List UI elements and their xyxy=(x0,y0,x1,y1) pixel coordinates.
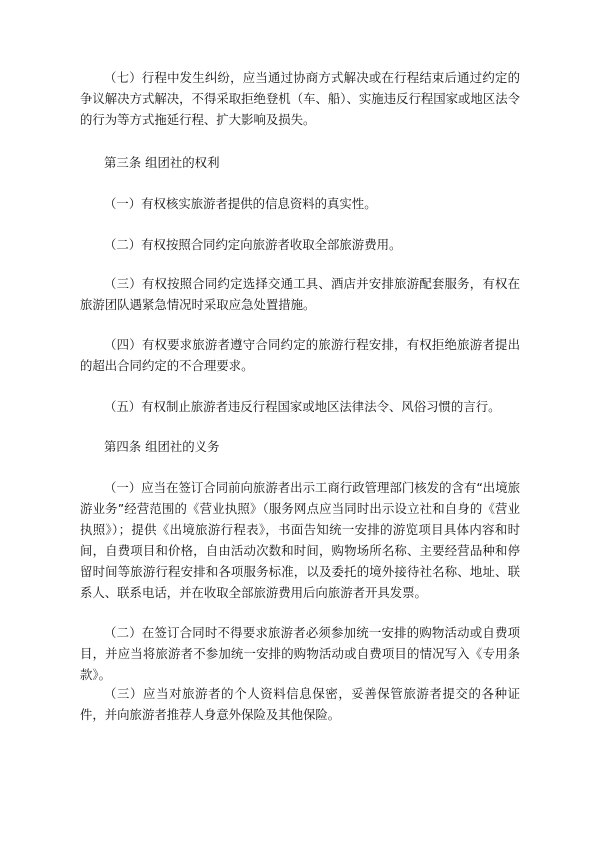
article-3-heading: 第三条 组团社的权利 xyxy=(104,155,220,170)
article-3-item-1: （一）有权核实旅游者提供的信息资料的真实性。 xyxy=(104,196,377,211)
paragraph-clause-7: （七）行程中发生纠纷，应当通过协商方式解决或在行程结束后通过约定的争议解决方式解决，不得采取拒绝登机（车、船）、实施违反行程国家或地区法令的行为等方式拖延行程、扩大影响及损失。 xyxy=(80,70,520,127)
article-4-heading: 第四条 组团社的义务 xyxy=(104,439,220,454)
article-4-item-1: （一）应当在签订合同前向旅游者出示工商行政管理部门核发的含有“出境旅游业务”经营范围的《营业执照》（服务网点应当同时出示设立社和自身的《营业执照》）；提供《出境旅游行程表》，书面告知统一安排的游览项目具体内容和时间，自费项目和价格，自由活动次数和时间，购物场所名称、主要经营品种和停留时间等旅游行程安排和各项服务标准，以及委托的境外接待社名称、地址、联系人、联系电话，并在收取全部旅游费用后向旅游者开具发票。 xyxy=(80,480,520,600)
article-3-item-4: （四）有权要求旅游者遵守合同约定的旅游行程安排，有权拒绝旅游者提出的超出合同约定的不合理要求。 xyxy=(80,337,520,373)
article-3-item-5: （五）有权制止旅游者违反行程国家或地区法律法令、风俗习惯的言行。 xyxy=(104,399,501,414)
article-4-item-3: （三）应当对旅游者的个人资料信息保密，妥善保管旅游者提交的各种证件，并向旅游者推荐人身意外保险及其他保险。 xyxy=(80,686,520,722)
article-3-item-3: （三）有权按照合同约定选择交通工具、酒店并安排旅游配套服务，有权在旅游团队遇紧急情况时采取应急处置措施。 xyxy=(80,276,520,312)
article-4-item-2: （二）在签订合同时不得要求旅游者必须参加统一安排的购物活动或自费项目，并应当将旅游者不参加统一安排的购物活动或自费项目的情况写入《专用条款》。 xyxy=(80,625,520,682)
article-3-item-2: （二）有权按照合同约定向旅游者收取全部旅游费用。 xyxy=(104,237,402,252)
